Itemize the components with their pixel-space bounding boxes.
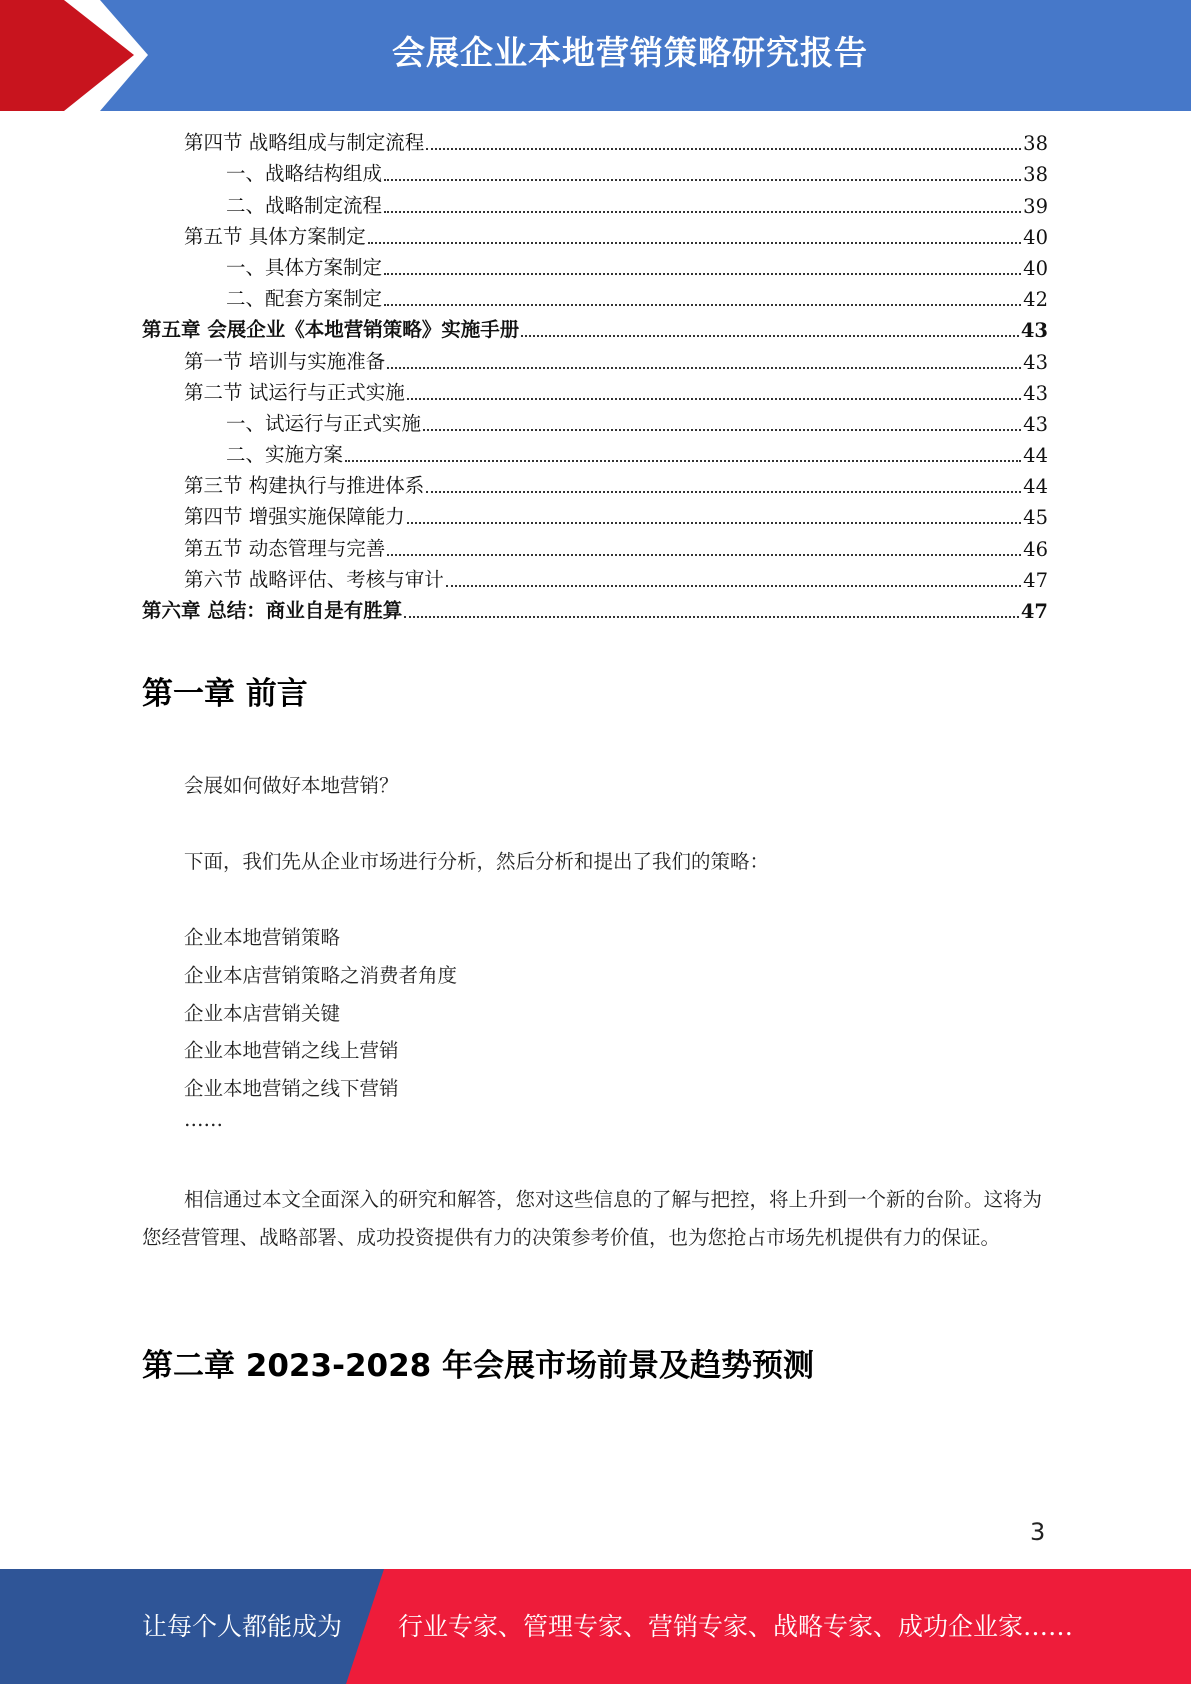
toc-entry-title: 第五节 动态管理与完善: [184, 536, 386, 560]
toc-entry[interactable]: [142, 564, 1048, 595]
closing-paragraph: 相信通过本文全面深入的研究和解答，您对这些信息的了解与把控，将上升到一个新的台阶。这将为您经营管理、战略部署、成功投资提供有力的决策参考价值，也为您抢占市场先机提供有力的保证。: [142, 1188, 1043, 1249]
toc-entry-title: 二、配套方案制定: [226, 287, 383, 311]
toc-entry[interactable]: [142, 470, 1048, 501]
page-footer: [0, 1569, 1191, 1684]
toc-leader-dots: [387, 367, 1021, 369]
list-item: 企业本地营销之线下营销: [184, 1077, 399, 1100]
toc-leader-dots: [345, 460, 1021, 462]
toc-entry[interactable]: [142, 345, 1048, 376]
toc-leader-dots: [426, 491, 1021, 493]
toc-entry-title: 第六节 战略评估、考核与审计: [184, 567, 444, 591]
toc-leader-dots: [423, 429, 1021, 431]
toc-entry[interactable]: [142, 189, 1048, 220]
toc-entry-title: 第三节 构建执行与推进体系: [184, 474, 425, 498]
intro-paragraph: 下面，我们先从企业市场进行分析，然后分析和提出了我们的策略：: [184, 850, 770, 873]
list-item: 企业本地营销策略: [184, 926, 341, 949]
page-number: 3: [1030, 1518, 1046, 1546]
toc-entry-title: 二、实施方案: [226, 443, 344, 467]
toc-entry[interactable]: [142, 377, 1048, 408]
chapter-heading: 第一章 前言: [142, 676, 308, 712]
toc-entry[interactable]: [142, 532, 1048, 563]
toc-entry-title: 第四节 增强实施保障能力: [184, 505, 405, 529]
toc-entry[interactable]: [142, 252, 1048, 283]
toc-entry[interactable]: [142, 158, 1048, 189]
toc-entry-page: 45: [1023, 506, 1048, 530]
toc-entry[interactable]: [142, 408, 1048, 439]
toc-leader-dots: [404, 616, 1019, 618]
page-header: [0, 0, 1191, 111]
toc-entry-title: 第五节 具体方案制定: [184, 224, 366, 248]
list-item: 企业本店营销关键: [184, 1002, 341, 1025]
toc-entry-page: 43: [1023, 350, 1048, 374]
toc-entry-page: 43: [1023, 381, 1048, 405]
toc-leader-dots: [384, 179, 1021, 181]
toc-leader-dots: [368, 242, 1021, 244]
toc-leader-dots: [446, 585, 1021, 587]
intro-question: 会展如何做好本地营销？: [184, 774, 399, 797]
list-item: 企业本地营销之线上营销: [184, 1039, 399, 1062]
toc-entry-title: 一、试运行与正式实施: [226, 411, 422, 435]
toc-entry-page: 46: [1023, 537, 1048, 561]
toc-entry-page: 44: [1023, 444, 1048, 468]
toc-entry[interactable]: [142, 221, 1048, 252]
toc-entry-page: 42: [1023, 288, 1048, 312]
toc-entry-page: 38: [1023, 163, 1048, 187]
toc-entry-page: 40: [1023, 225, 1048, 249]
toc-entry[interactable]: [142, 314, 1048, 345]
toc-entry-page: 38: [1023, 132, 1048, 156]
toc-leader-dots: [521, 335, 1019, 337]
toc-entry-title: 一、战略结构组成: [226, 162, 383, 186]
report-title: 会展企业本地营销策略研究报告: [392, 33, 868, 72]
toc-leader-dots: [384, 273, 1021, 275]
toc-leader-dots: [384, 304, 1021, 306]
chapter-heading: 第二章 2023-2028 年会展市场前景及趋势预测: [142, 1348, 815, 1384]
list-item: 企业本店营销策略之消费者角度: [184, 964, 458, 987]
toc-entry-page: 40: [1023, 256, 1048, 280]
toc-leader-dots: [384, 211, 1021, 213]
toc-entry-title: 第六章 总结：商业自是有胜算: [142, 599, 403, 622]
toc-leader-dots: [407, 522, 1021, 524]
toc-entry-page: 43: [1023, 412, 1048, 436]
toc-leader-dots: [387, 554, 1021, 556]
toc-entry[interactable]: [142, 283, 1048, 314]
toc-entry-title: 第五章 会展企业《本地营销策略》实施手册: [142, 318, 520, 342]
toc-entry[interactable]: [142, 501, 1048, 532]
toc-entry-title: 二、战略制定流程: [226, 193, 383, 217]
toc-entry[interactable]: [142, 127, 1048, 158]
toc-entry-title: 第二节 试运行与正式实施: [184, 380, 405, 404]
toc-entry-page: 47: [1020, 600, 1048, 623]
toc-entry[interactable]: [142, 439, 1048, 470]
footer-slogan-right: 行业专家、管理专家、营销专家、战略专家、成功企业家……: [398, 1612, 1074, 1641]
list-ellipsis: ……: [184, 1108, 223, 1131]
toc-entry-title: 第一节 培训与实施准备: [184, 349, 386, 373]
toc-entry-title: 第四节 战略组成与制定流程: [184, 131, 425, 155]
toc-entry[interactable]: [142, 595, 1048, 626]
toc-entry-page: 43: [1020, 319, 1048, 343]
table-of-contents: [142, 127, 1048, 626]
footer-slogan-left: 让每个人都能成为: [142, 1612, 343, 1641]
toc-leader-dots: [407, 398, 1021, 400]
toc-entry-page: 44: [1023, 475, 1048, 499]
toc-entry-page: 39: [1023, 194, 1048, 218]
toc-leader-dots: [426, 148, 1021, 150]
toc-entry-title: 一、具体方案制定: [226, 255, 383, 279]
toc-entry-page: 47: [1023, 568, 1048, 592]
